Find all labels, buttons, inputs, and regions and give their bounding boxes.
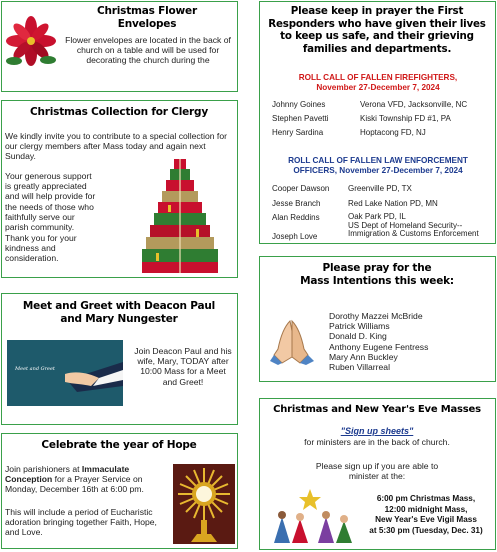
flower-envelopes-text: Flower envelopes are located in the back of church on a table and will be used for decorating the church during the xyxy=(65,35,231,66)
signup-sheets-sub: for ministers are in the back of church. xyxy=(304,437,450,447)
list-item: Mary Ann Buckley xyxy=(329,351,398,362)
clergy-collection-p1: We kindly invite you to contribute to a special collection for our clergy members after Mass today and again next Sunday. xyxy=(5,131,227,162)
law-enforcement-heading: ROLL CALL OF FALLEN LAW ENFORCEMENT OFFICERS, November 27-December 7, 2024 xyxy=(288,156,468,175)
meet-greet-title: Meet and Greet with Deacon Paul and Mary Nungester xyxy=(22,300,216,325)
officer-row: Jesse Branch xyxy=(272,199,321,208)
signup-please: Please sign up if you are able to minister at the: xyxy=(315,461,439,482)
poinsettia-image xyxy=(6,16,56,66)
meet-greet-text: Join Deacon Paul and his wife, Mary, TODAY after 10:00 Mass for a Meet and Greet! xyxy=(134,346,232,387)
officer-dept: Oak Park PD, IL US Dept of Homeland Security-- Immigration & Customs Enforcement xyxy=(348,212,479,239)
officer-dept: Red Lake Nation PD, MN xyxy=(348,199,438,208)
wise-men-image xyxy=(270,487,354,545)
officer-row: Cooper Dawson xyxy=(272,184,330,193)
officer-row: Alan Reddins xyxy=(272,213,320,222)
signup-sheets-label: "Sign up sheets" xyxy=(340,426,414,436)
flower-envelopes-title: Christmas Flower Envelopes xyxy=(97,5,197,30)
officer-row: Joseph Love xyxy=(272,232,318,241)
list-item: Anthony Eugene Fentress xyxy=(329,341,429,352)
handshake-image-text: Meet and Greet xyxy=(15,366,55,372)
firefighter-dept: Verona VFD, Jacksonville, NC xyxy=(360,100,468,109)
firefighter-dept: Kiski Township FD #1, PA xyxy=(360,114,451,123)
clergy-collection-title: Christmas Collection for Clergy xyxy=(30,106,208,118)
list-item: Dorothy Mazzei McBride xyxy=(329,311,423,321)
clergy-collection-p3: Thank you for your kindness and consideration. xyxy=(5,233,77,264)
mass-intentions-title: Please pray for the Mass Intentions this week: xyxy=(300,262,454,287)
firefighter-row: Stephen Pavetti xyxy=(272,114,329,123)
year-of-hope-box xyxy=(1,433,238,549)
year-of-hope-p1: Join parishioners at Immaculate Conception for a Prayer Service on Monday, December 16th at 6:00 pm. xyxy=(5,464,144,495)
mass-times: 6:00 pm Christmas Mass, 12:00 midnight Mass, New Year's Eve Vigil Mass at 5:30 pm (Tuesday, Dec. 31) xyxy=(369,494,483,535)
christmas-masses-title: Christmas and New Year's Eve Masses xyxy=(273,404,481,415)
mass-intentions-box xyxy=(259,256,496,382)
flower-envelopes-box xyxy=(1,1,238,92)
monstrance-image xyxy=(173,464,235,544)
list-item: Donald D. King xyxy=(329,331,387,342)
year-of-hope-title: Celebrate the year of Hope xyxy=(41,439,197,451)
gift-tree-image xyxy=(140,157,218,275)
first-responders-box xyxy=(259,1,496,244)
list-item: Patrick Williams xyxy=(329,321,390,332)
firefighter-dept: Hoptacong FD, NJ xyxy=(360,128,426,137)
christmas-masses-box xyxy=(259,398,496,550)
firefighters-heading: ROLL CALL OF FALLEN FIREFIGHTERS, November 27-December 7, 2024 xyxy=(298,73,458,92)
firefighter-row: Henry Sardina xyxy=(272,128,324,137)
firefighter-row: Johnny Goines xyxy=(272,100,326,109)
praying-hands-icon xyxy=(270,317,314,365)
mass-intentions-list xyxy=(329,311,489,372)
officer-dept: Greenville PD, TX xyxy=(348,184,412,193)
clergy-collection-box xyxy=(1,100,238,278)
year-of-hope-p2: This will include a period of Eucharistic adoration bringing together Faith, Hope, and Love. xyxy=(5,507,157,538)
list-item: Ruben Villarreal xyxy=(329,362,390,373)
clergy-collection-p2: Your generous support is greatly appreciated and will help provide for the needs of those who faithfully serve our parish community. xyxy=(5,171,96,233)
handshake-image xyxy=(7,340,123,406)
first-responders-title: Please keep in prayer the First Responders who have given their lives to keep us safe, and their grieving families and departments. xyxy=(268,5,486,55)
meet-greet-box xyxy=(1,293,238,425)
